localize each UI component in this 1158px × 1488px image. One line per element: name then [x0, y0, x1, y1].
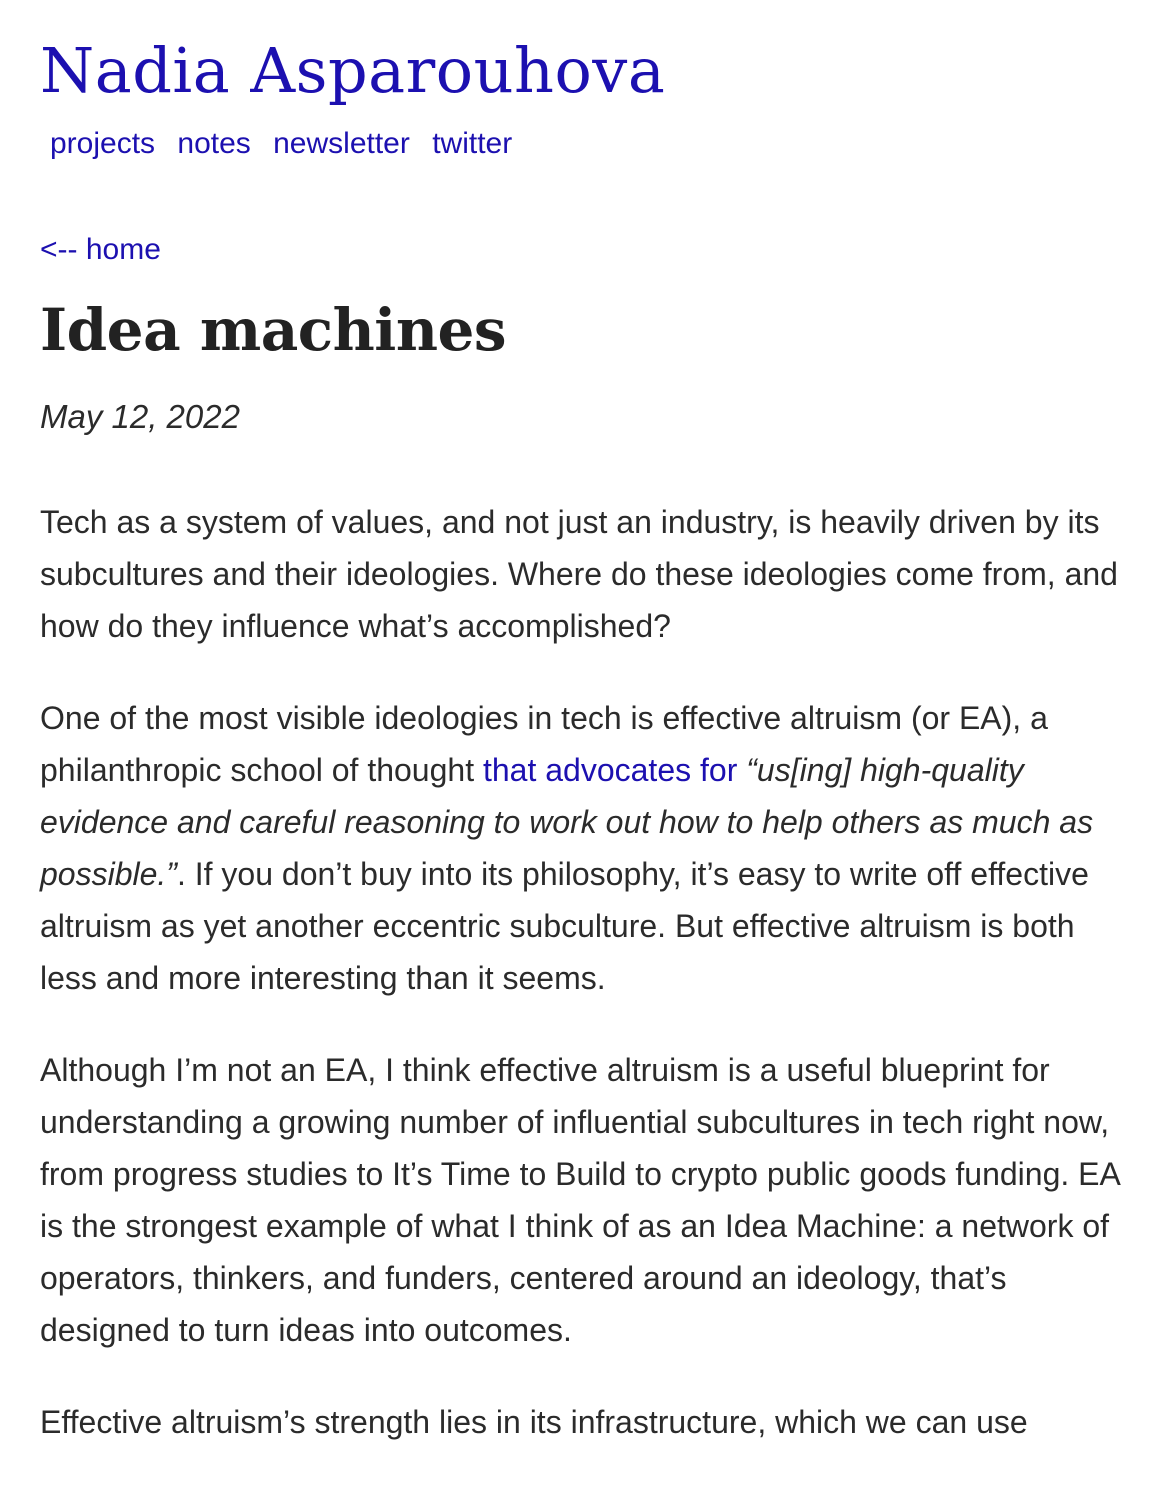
post-title: Idea machines	[40, 296, 507, 364]
paragraph-2	[40, 692, 1120, 1004]
nav-link-newsletter[interactable]: newsletter	[273, 127, 410, 160]
advocates-link[interactable]: that advocates for	[482, 752, 738, 788]
paragraph-4: Effective altruism’s strength lies in its infrastructure, which we can use	[40, 1404, 1028, 1440]
paragraph-1: Tech as a system of values, and not just an industry, is heavily driven by its subcultures and their ideologies. Where do these ideologies come from, and how do they influence what’s accomplished?	[40, 504, 1118, 644]
paragraph-2-text-after-quote: . If you don’t buy into its philosophy, it’s easy to write off effective altruism as yet another eccentric subculture. But effective altruism is both less and more interesting than it seems.	[40, 856, 1089, 996]
post-body	[40, 496, 1120, 1488]
back-home-link[interactable]: <-- home	[40, 233, 161, 266]
nav-link-notes[interactable]: notes	[177, 127, 251, 160]
site-title-link[interactable]: Nadia Asparouhova	[40, 34, 666, 107]
site-nav	[50, 124, 526, 164]
nav-link-projects[interactable]: projects	[50, 127, 156, 160]
paragraph-2-text-before-link: One of the most visible ideologies in tech is effective altruism (or EA), a philanthropic school of thought	[40, 700, 1048, 788]
paragraph-3: Although I’m not an EA, I think effective altruism is a useful blueprint for understanding a growing number of influential subcultures in tech right now, from progress studies to It’s Time to Build to crypto public goods funding. EA is the strongest example of what I think of as an Idea Machine: a network of operators, thinkers, and funders, centered around an ideology, that’s designed to turn ideas into outcomes.	[40, 1052, 1120, 1348]
ea-definition-quote: “us[ing] high-quality evidence and careful reasoning to work out how to help others as much as possible.”	[40, 752, 1094, 892]
post-date: May 12, 2022	[40, 398, 240, 435]
nav-link-twitter[interactable]: twitter	[432, 127, 513, 160]
